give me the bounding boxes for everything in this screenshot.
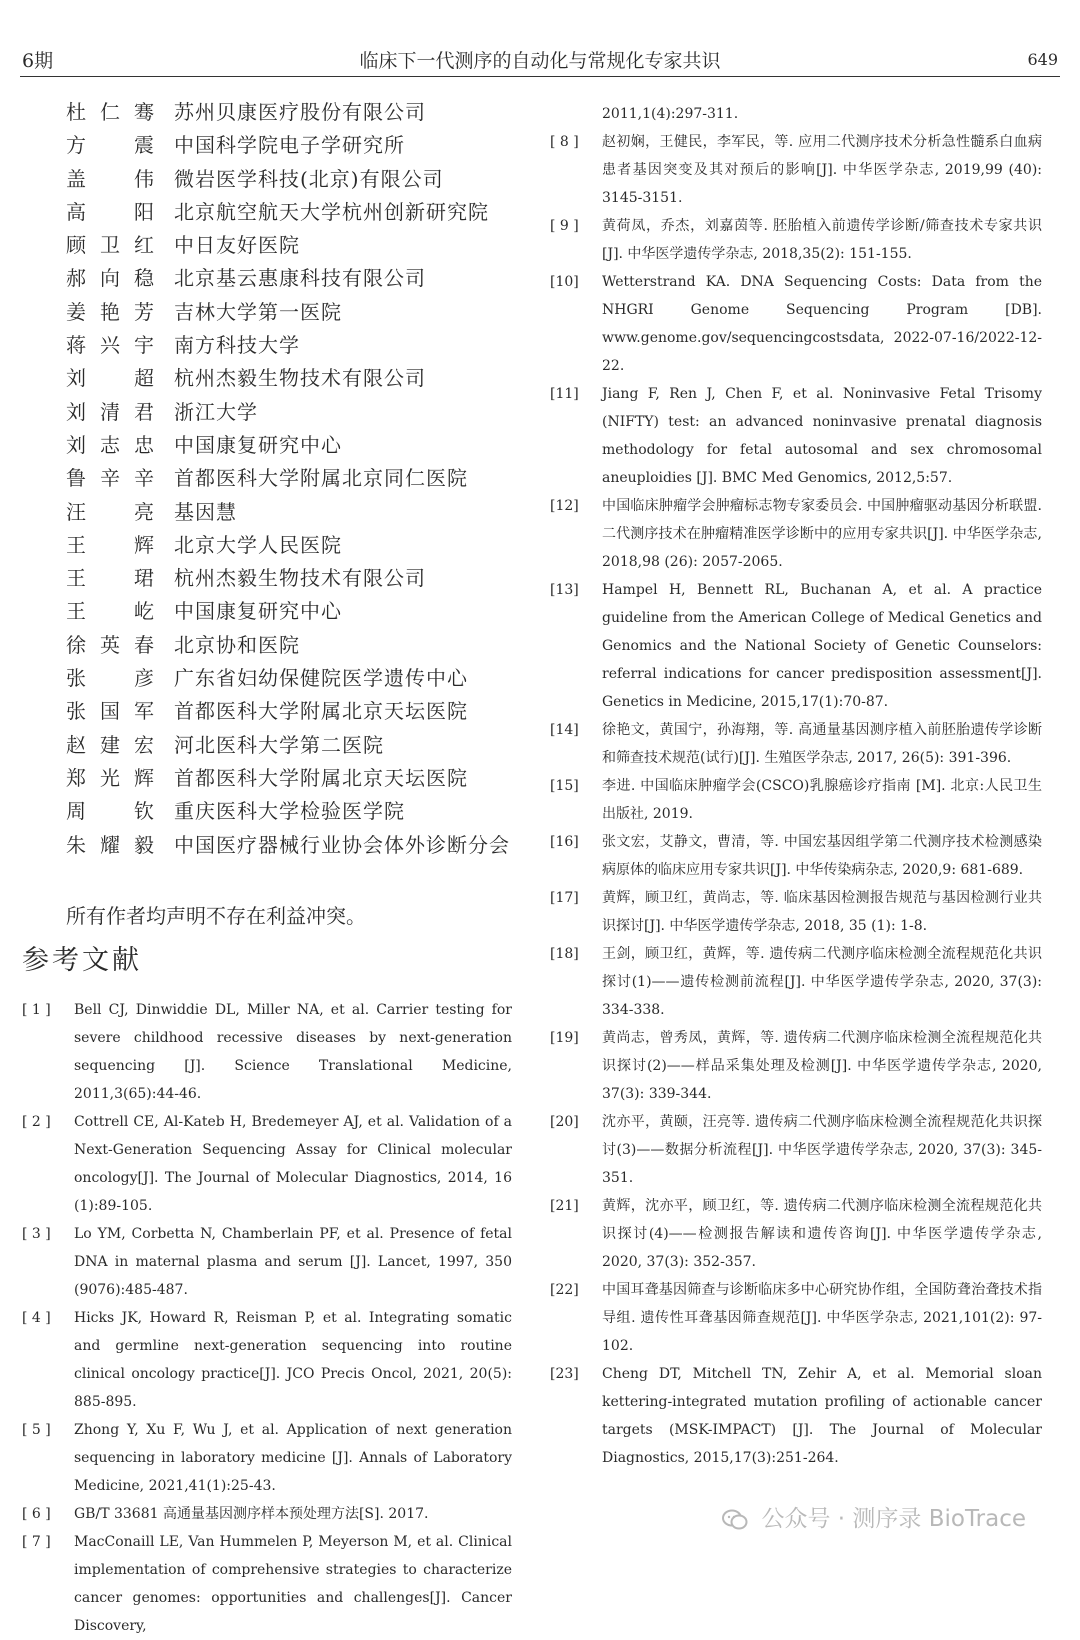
author-row xyxy=(66,496,546,529)
reference-text: 黄辉，沈亦平，顾卫红，等. 遗传病二代测序临床检测全流程规范化共识探讨(4)——检测报告解读和遗传咨询[J]. 中华医学遗传学杂志, 2020, 37(3): 352-357. xyxy=(602,1198,1042,1270)
author-name: 刘志忠 xyxy=(66,432,154,457)
author-row xyxy=(66,762,546,795)
reference-number: [22] xyxy=(550,1282,579,1298)
author-affiliation: 北京大学人民医院 xyxy=(174,532,342,557)
reference-text: Lo YM, Corbetta N, Chamberlain PF, et al. Presence of fetal DNA in maternal plasma and serum [J]. Lancet, 1997, 350 (9076):485-487. xyxy=(74,1226,512,1298)
author-affiliation: 吉林大学第一医院 xyxy=(174,299,342,324)
watermark-text: 公众号 · 测序录 BioTrace xyxy=(761,1506,1026,1532)
author-affiliation: 广东省妇幼保健院医学遗传中心 xyxy=(174,666,468,691)
reference-text: Cheng DT, Mitchell TN, Zehir A, et al. Memorial sloan kettering-integrated mutation profiling of actionable cancer targets (MSK-IMPACT) [J]. The Journal of Molecular Diagnostics, 2015,17(3):251-264. xyxy=(602,1366,1042,1466)
author-name: 鲁辛辛 xyxy=(66,466,154,491)
reference-text: 李进. 中国临床肿瘤学会(CSCO)乳腺癌诊疗指南 [M]. 北京:人民卫生出版社, 2019. xyxy=(602,778,1042,822)
running-title: 临床下一代测序的自动化与常规化专家共识 xyxy=(359,50,721,72)
author-name: 高阳 xyxy=(66,199,154,224)
author-affiliation: 南方科技大学 xyxy=(174,333,300,358)
reference-item xyxy=(550,576,1042,716)
author-name: 周钦 xyxy=(66,799,154,824)
references-heading: 参考文献 xyxy=(22,945,142,975)
reference-item xyxy=(550,380,1042,492)
reference-item xyxy=(550,1360,1042,1472)
author-row xyxy=(66,695,546,728)
author-row xyxy=(66,262,546,295)
reference-text: 王剑，顾卫红，黄辉，等. 遗传病二代测序临床检测全流程规范化共识探讨(1)——遗传检测前流程[J]. 中华医学遗传学杂志, 2020, 37(3): 334-338. xyxy=(602,946,1042,1018)
author-row xyxy=(66,529,546,562)
header-rule xyxy=(20,76,1060,77)
author-row xyxy=(66,429,546,462)
author-row xyxy=(66,729,546,762)
reference-text: 黄荷凤，乔杰，刘嘉茵等. 胚胎植入前遗传学诊断/筛查技术专家共识[J]. 中华医学遗传学杂志, 2018,35(2): 151-155. xyxy=(602,218,1042,262)
author-name: 杜仁骞 xyxy=(66,100,154,124)
author-name: 徐英春 xyxy=(66,632,154,657)
reference-number: [11] xyxy=(550,386,579,402)
author-list xyxy=(66,96,546,862)
reference-item xyxy=(550,772,1042,828)
author-affiliation: 中国医疗器械行业协会体外诊断分会 xyxy=(174,832,510,857)
reference-number: [23] xyxy=(550,1366,579,1382)
author-row xyxy=(66,795,546,828)
reference-number: [14] xyxy=(550,722,579,738)
reference-text: MacConaill LE, Van Hummelen P, Meyerson M, et al. Clinical implementation of comprehensive strategies to characterize cancer genomes: opportunities and challenges[J]. Cancer Discovery, xyxy=(74,1534,512,1634)
reference-text: Hampel H, Bennett RL, Buchanan A, et al. A practice guideline from the American College of Medical Genetics and Genomics and the National Society of Genetic Counselors: referral indications for cancer predisposition assessment[J]. Genetics in Medicine, 2015,17(1):70-87. xyxy=(602,582,1042,710)
reference-item xyxy=(22,1220,512,1304)
issue-number: 6期 xyxy=(22,50,54,72)
author-row xyxy=(66,229,546,262)
author-row xyxy=(66,129,546,162)
author-row xyxy=(66,196,546,229)
references-right-column xyxy=(550,100,1042,1472)
reference-text: 中国耳聋基因筛查与诊断临床多中心研究协作组，全国防聋治聋技术指导组. 遗传性耳聋基因筛查规范[J]. 中华医学杂志, 2021,101(2): 97-102. xyxy=(602,1282,1042,1354)
author-row xyxy=(66,329,546,362)
author-row xyxy=(66,595,546,628)
author-affiliation: 基因慧 xyxy=(174,499,237,524)
reference-text: Bell CJ, Dinwiddie DL, Miller NA, et al. Carrier testing for severe childhood recessive diseases by next-generation sequencing [J]. Science Translational Medicine, 2011,3(65):44-46. xyxy=(74,1002,512,1102)
author-affiliation: 浙江大学 xyxy=(174,399,258,424)
author-affiliation: 中国科学院电子学研究所 xyxy=(174,133,405,158)
reference-number: [17] xyxy=(550,890,579,906)
reference-item xyxy=(550,212,1042,268)
reference-item xyxy=(550,492,1042,576)
reference-item xyxy=(22,996,512,1108)
author-affiliation: 河北医科大学第二医院 xyxy=(174,732,384,757)
reference-item xyxy=(22,1500,512,1528)
author-affiliation: 苏州贝康医疗股份有限公司 xyxy=(174,100,426,124)
author-affiliation: 北京协和医院 xyxy=(174,632,300,657)
author-name: 王屹 xyxy=(66,599,154,624)
reference-item xyxy=(22,1304,512,1416)
author-name: 赵建宏 xyxy=(66,732,154,757)
author-name: 郝向稳 xyxy=(66,266,154,291)
reference-number: [ 1 ] xyxy=(22,1002,51,1018)
references-left-column xyxy=(22,996,512,1640)
reference-text: Jiang F, Ren J, Chen F, et al. Noninvasive Fetal Trisomy (NIFTY) test: an advanced noninvasive prenatal diagnosis methodology for fetal autosomal and sex chromosomal aneuploidies [J]. BMC Med Genomics, 2012,5:57. xyxy=(602,386,1042,486)
author-affiliation: 首都医科大学附属北京同仁医院 xyxy=(174,466,468,491)
reference-continuation: 2011,1(4):297-311. xyxy=(602,106,739,122)
reference-item xyxy=(550,1024,1042,1108)
reference-text: Hicks JK, Howard R, Reisman P, et al. Integrating somatic and germline next-generation sequencing into routine clinical oncology practice[J]. JCO Precis Oncol, 2021, 20(5): 885-895. xyxy=(74,1310,512,1410)
author-affiliation: 首都医科大学附属北京天坛医院 xyxy=(174,699,468,724)
author-affiliation: 重庆医科大学检验医学院 xyxy=(174,799,405,824)
wechat-icon xyxy=(722,1509,748,1531)
reference-number: [ 2 ] xyxy=(22,1114,51,1130)
reference-text: 徐艳文，黄国宁，孙海翔，等. 高通量基因测序植入前胚胎遗传学诊断和筛查技术规范(试行)[J]. 生殖医学杂志, 2017, 26(5): 391-396. xyxy=(602,722,1042,766)
author-name: 顾卫红 xyxy=(66,233,154,258)
author-row xyxy=(66,829,546,862)
reference-item xyxy=(550,268,1042,380)
reference-text: 黄辉，顾卫红，黄尚志，等. 临床基因检测报告规范与基因检测行业共识探讨[J]. 中华医学遗传学杂志, 2018, 35 (1): 1-8. xyxy=(602,890,1042,934)
reference-item xyxy=(550,1276,1042,1360)
author-name: 姜艳芳 xyxy=(66,299,154,324)
conflict-statement: 所有作者均声明不存在利益冲突。 xyxy=(66,904,366,928)
author-affiliation: 中日友好医院 xyxy=(174,233,300,258)
reference-number: [19] xyxy=(550,1030,579,1046)
author-row xyxy=(66,629,546,662)
reference-number: [21] xyxy=(550,1198,579,1214)
reference-number: [ 3 ] xyxy=(22,1226,51,1242)
author-name: 方震 xyxy=(66,133,154,158)
author-affiliation: 北京航空航天大学杭州创新研究院 xyxy=(174,199,489,224)
reference-number: [15] xyxy=(550,778,579,794)
reference-text: Cottrell CE, Al-Kateb H, Bredemeyer AJ, et al. Validation of a Next-Generation Sequencing Assay for Clinical molecular oncology[J]. The Journal of Molecular Diagnostics, 2014, 16 (1):89-105. xyxy=(74,1114,512,1214)
author-row xyxy=(66,163,546,196)
author-name: 刘清君 xyxy=(66,399,154,424)
author-row xyxy=(66,362,546,395)
author-affiliation: 中国康复研究中心 xyxy=(174,599,342,624)
reference-item xyxy=(550,828,1042,884)
author-row xyxy=(66,462,546,495)
author-row xyxy=(66,562,546,595)
reference-number: [10] xyxy=(550,274,579,290)
author-name: 王珺 xyxy=(66,566,154,591)
reference-item xyxy=(550,940,1042,1024)
reference-text: GB/T 33681 高通量基因测序样本预处理方法[S]. 2017. xyxy=(74,1506,429,1522)
reference-number: [ 8 ] xyxy=(550,134,579,150)
author-name: 朱耀毅 xyxy=(66,832,154,857)
author-affiliation: 北京基云惠康科技有限公司 xyxy=(174,266,426,291)
author-name: 盖伟 xyxy=(66,166,154,191)
reference-text: Zhong Y, Xu F, Wu J, et al. Application of next generation sequencing in laboratory medicine [J]. Annals of Laboratory Medicine, 2021,41(1):25-43. xyxy=(74,1422,512,1494)
page-number: 649 xyxy=(1027,50,1058,69)
reference-item xyxy=(550,716,1042,772)
author-name: 刘超 xyxy=(66,366,154,391)
author-name: 汪亮 xyxy=(66,499,154,524)
reference-number: [ 7 ] xyxy=(22,1534,51,1550)
author-affiliation: 首都医科大学附属北京天坛医院 xyxy=(174,765,468,790)
author-affiliation: 杭州杰毅生物技术有限公司 xyxy=(174,566,426,591)
author-affiliation: 杭州杰毅生物技术有限公司 xyxy=(174,366,426,391)
reference-item xyxy=(550,1192,1042,1276)
reference-number: [ 5 ] xyxy=(22,1422,51,1438)
reference-text: 沈亦平，黄颐，汪亮等. 遗传病二代测序临床检测全流程规范化共识探讨(3)——数据分析流程[J]. 中华医学遗传学杂志, 2020, 37(3): 345-351. xyxy=(602,1114,1042,1186)
author-row xyxy=(66,662,546,695)
reference-number: [ 6 ] xyxy=(22,1506,51,1522)
reference-text: 中国临床肿瘤学会肿瘤标志物专家委员会. 中国肿瘤驱动基因分析联盟. 二代测序技术在肿瘤精准医学诊断中的应用专家共识[J]. 中华医学杂志, 2018,98 (26): 2057-2065. xyxy=(602,498,1042,570)
reference-item xyxy=(22,1108,512,1220)
reference-text: Wetterstrand KA. DNA Sequencing Costs: Data from the NHGRI Genome Sequencing Program [DB]. www.genome.gov/sequencingcostsdata, 2022-07-16/2022-12-22. xyxy=(602,274,1042,374)
reference-item xyxy=(550,128,1042,212)
author-affiliation: 微岩医学科技(北京)有限公司 xyxy=(174,166,444,191)
author-affiliation: 中国康复研究中心 xyxy=(174,432,342,457)
reference-item xyxy=(550,1108,1042,1192)
reference-number: [13] xyxy=(550,582,579,598)
reference-text: 赵初娴，王健民，李军民，等. 应用二代测序技术分析急性髓系白血病患者基因突变及其对预后的影响[J]. 中华医学杂志, 2019,99 (40): 3145-3151. xyxy=(602,134,1042,206)
reference-item xyxy=(550,884,1042,940)
author-name: 蒋兴宇 xyxy=(66,333,154,358)
reference-item xyxy=(22,1416,512,1500)
reference-number: [ 4 ] xyxy=(22,1310,51,1326)
reference-text: 黄尚志，曾秀凤，黄辉，等. 遗传病二代测序临床检测全流程规范化共识探讨(2)——样品采集处理及检测[J]. 中华医学遗传学杂志, 2020, 37(3): 339-344. xyxy=(602,1030,1042,1102)
reference-number: [ 9 ] xyxy=(550,218,579,234)
author-name: 郑光辉 xyxy=(66,765,154,790)
reference-item xyxy=(22,1528,512,1640)
author-name: 张国军 xyxy=(66,699,154,724)
reference-text: 张文宏，艾静文，曹清，等. 中国宏基因组学第二代测序技术检测感染病原体的临床应用专家共识[J]. 中华传染病杂志, 2020,9: 681-689. xyxy=(602,834,1042,878)
reference-number: [18] xyxy=(550,946,579,962)
author-name: 王辉 xyxy=(66,532,154,557)
watermark xyxy=(722,1500,1026,1533)
page-header xyxy=(0,0,1080,72)
reference-number: [20] xyxy=(550,1114,579,1130)
reference-number: [12] xyxy=(550,498,579,514)
reference-number: [16] xyxy=(550,834,579,850)
author-row xyxy=(66,396,546,429)
author-row xyxy=(66,296,546,329)
author-row xyxy=(66,96,546,129)
author-name: 张彦 xyxy=(66,666,154,691)
